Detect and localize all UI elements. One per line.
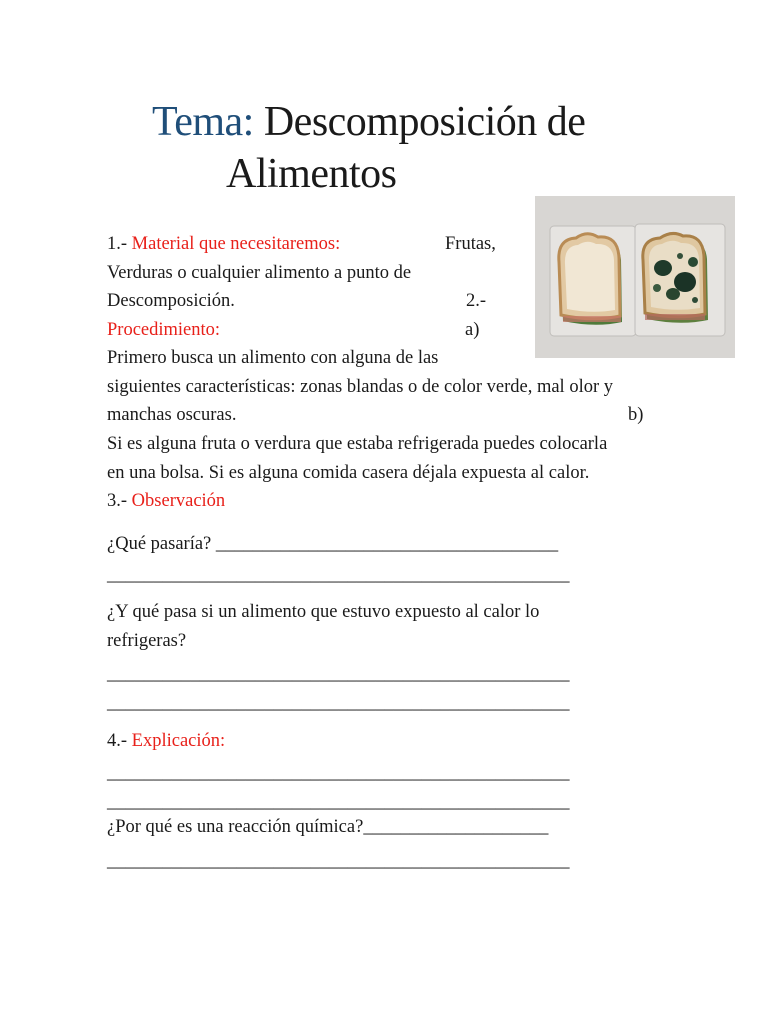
section4-heading-line bbox=[107, 727, 225, 756]
section4-number: 4.- bbox=[107, 731, 128, 751]
answer-line[interactable]: __________________________________________________ bbox=[107, 565, 570, 585]
section1-heading: Material que necesitaremos: bbox=[131, 234, 341, 254]
question-2-line1: ¿Y qué pasa si un alimento que estuvo expuesto al calor lo bbox=[107, 602, 540, 622]
section2-line2: siguientes características: zonas blandas o de color verde, mal olor y bbox=[107, 377, 613, 397]
section3-number: 3.- bbox=[107, 491, 128, 511]
section2-line1: Primero busca un alimento con alguna de las bbox=[107, 348, 439, 368]
step-b-marker: b) bbox=[628, 405, 644, 425]
step-a-marker: a) bbox=[465, 320, 480, 340]
question-1 bbox=[107, 530, 558, 559]
question-1-text: ¿Qué pasaría? bbox=[107, 534, 212, 554]
section1-number: 1.- bbox=[107, 234, 128, 254]
answer-line[interactable]: __________________________________________________ bbox=[107, 763, 570, 783]
section2-heading: Procedimiento: bbox=[107, 320, 221, 340]
section1-line1 bbox=[107, 230, 340, 259]
title-label: Tema: bbox=[152, 99, 254, 145]
title-line2: Alimentos bbox=[226, 151, 397, 197]
answer-line[interactable]: __________________________________________________ bbox=[107, 851, 570, 871]
section1-line3: Descomposición. bbox=[107, 291, 235, 311]
section2-number: 2.- bbox=[466, 291, 487, 311]
question-3 bbox=[107, 813, 548, 842]
question-3-text: ¿Por qué es una reacción química? bbox=[107, 817, 364, 837]
page-title bbox=[152, 98, 585, 146]
section2-line4: Si es alguna fruta o verdura que estaba refrigerada puedes colocarla bbox=[107, 434, 608, 454]
section3-heading: Observación bbox=[131, 491, 226, 511]
question-1-blank[interactable]: _____________________________________ bbox=[215, 534, 559, 554]
section3-heading-line bbox=[107, 487, 225, 516]
section1-tail: Frutas, bbox=[445, 234, 496, 254]
question-2-line2: refrigeras? bbox=[107, 631, 187, 651]
section4-heading: Explicación: bbox=[131, 731, 226, 751]
section1-line2: Verduras o cualquier alimento a punto de bbox=[107, 263, 412, 283]
title-line1: Descomposición de bbox=[263, 99, 586, 145]
question-3-blank[interactable]: ____________________ bbox=[363, 817, 549, 837]
answer-line[interactable]: __________________________________________________ bbox=[107, 664, 570, 684]
section2-line5: en una bolsa. Si es alguna comida casera déjala expuesta al calor. bbox=[107, 463, 590, 483]
section2-line3: manchas oscuras. bbox=[107, 405, 237, 425]
moldy-sandwich-photo bbox=[535, 196, 735, 358]
answer-line[interactable]: __________________________________________________ bbox=[107, 693, 570, 713]
answer-line[interactable]: __________________________________________________ bbox=[107, 792, 570, 812]
